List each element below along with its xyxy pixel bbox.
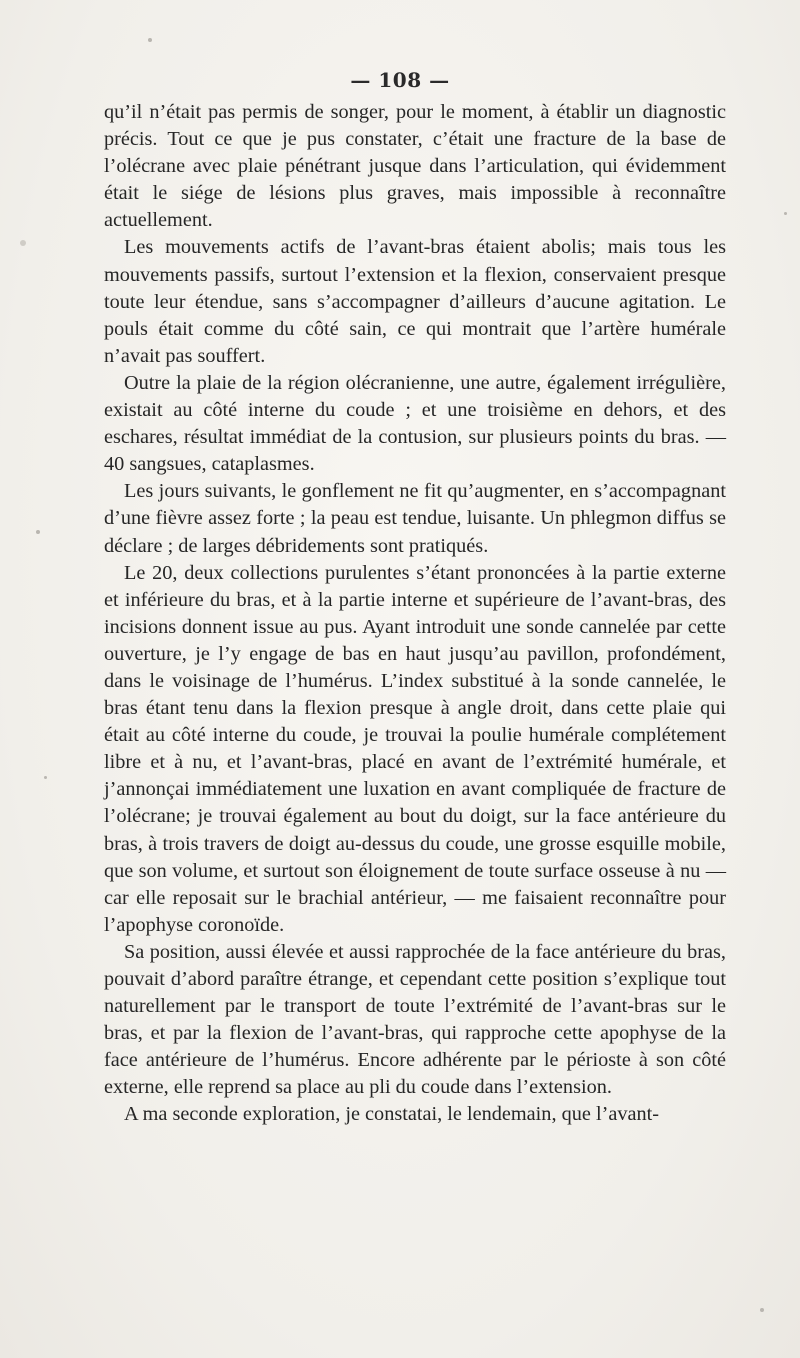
paper-speck (20, 240, 26, 246)
paragraph-6: Sa position, aussi élevée et aussi rapprochée de la face antérieure du bras, pouvait d’abord paraître étrange, et cependant cette position s’explique tout naturellement par le transport de toute l’extrémité de l’avant-bras sur le bras, et par la flexion de l’avant-bras, qui rapproche cette apophyse de la face antérieure de l’humérus. Encore adhérente par le périoste à son côté externe, elle reprend sa place au pli du coude dans l’extension. (104, 940, 726, 1099)
paper-speck (148, 38, 152, 42)
paper-speck (44, 776, 47, 779)
paper-speck (760, 1308, 764, 1312)
page-number: — 108 — (350, 68, 450, 92)
paragraph-2: Les mouvements actifs de l’avant-bras étaient abolis; mais tous les mouvements passifs, surtout l’extension et la flexion, conservaient presque toute leur étendue, sans s’accompagner d’ailleurs d’aucune agitation. Le pouls était comme du côté sain, ce qui montrait que l’artère humérale n’avait pas souffert. (104, 236, 726, 367)
paper-speck (36, 530, 40, 534)
paragraph-3: Outre la plaie de la région olécranienne, une autre, également irrégulière, existait au côté interne du coude ; et une troisième en dehors, et des eschares, résultat immédiat de la contusion, sur plusieurs points du bras. — 40 sangsues, cataplasmes. (104, 371, 726, 476)
body-text (104, 99, 726, 1129)
paragraph-4: Les jours suivants, le gonflement ne fit qu’augmenter, en s’accompagnant d’une fièvre assez forte ; la peau est tendue, luisante. Un phlegmon diffus se déclare ; de larges débridements sont pratiqués. (104, 480, 726, 557)
paragraph-7: A ma seconde exploration, je constatai, le lendemain, que l’avant- (124, 1103, 660, 1126)
paragraph-1: qu’il n’était pas permis de songer, pour le moment, à établir un diagnostic précis. Tout ce que je pus constater, c’était une fracture de la base de l’olécrane avec plaie pénétrant jusque dans l’articulation, qui évidemment était le siége de lésions plus graves, mais impossible à reconnaître actuellement. (104, 101, 726, 232)
paper-speck (784, 212, 787, 215)
paragraph-5: Le 20, deux collections purulentes s’étant prononcées à la partie externe et inférieure du bras, et à la partie interne et supérieure de l’avant-bras, des incisions donnent issue au pus. Ayant introduit une sonde cannelée par cette ouverture, je l’y engage de bas en haut jusqu’au pavillon, profondément, dans le voisinage de l’humérus. L’index substitué à la sonde cannelée, le bras étant tenu dans la flexion presque à angle droit, dans cette plaie qui était au côté interne du coude, je trouvai la poulie humérale complétement libre et à nu, et l’avant-bras, placé en avant de l’extrémité humérale, et j’annonçai immédiatement une luxation en avant compliquée de fracture de l’olécrane; je trouvai également au bout du doigt, sur la face antérieure du bras, à trois travers de doigt au-dessus du coude, une grosse esquille mobile, que son volume, et surtout son éloignement de toute surface osseuse à nu — car elle reposait sur le brachial antérieur, — me faisaient reconnaître pour l’apophyse coronoïde. (104, 561, 726, 936)
